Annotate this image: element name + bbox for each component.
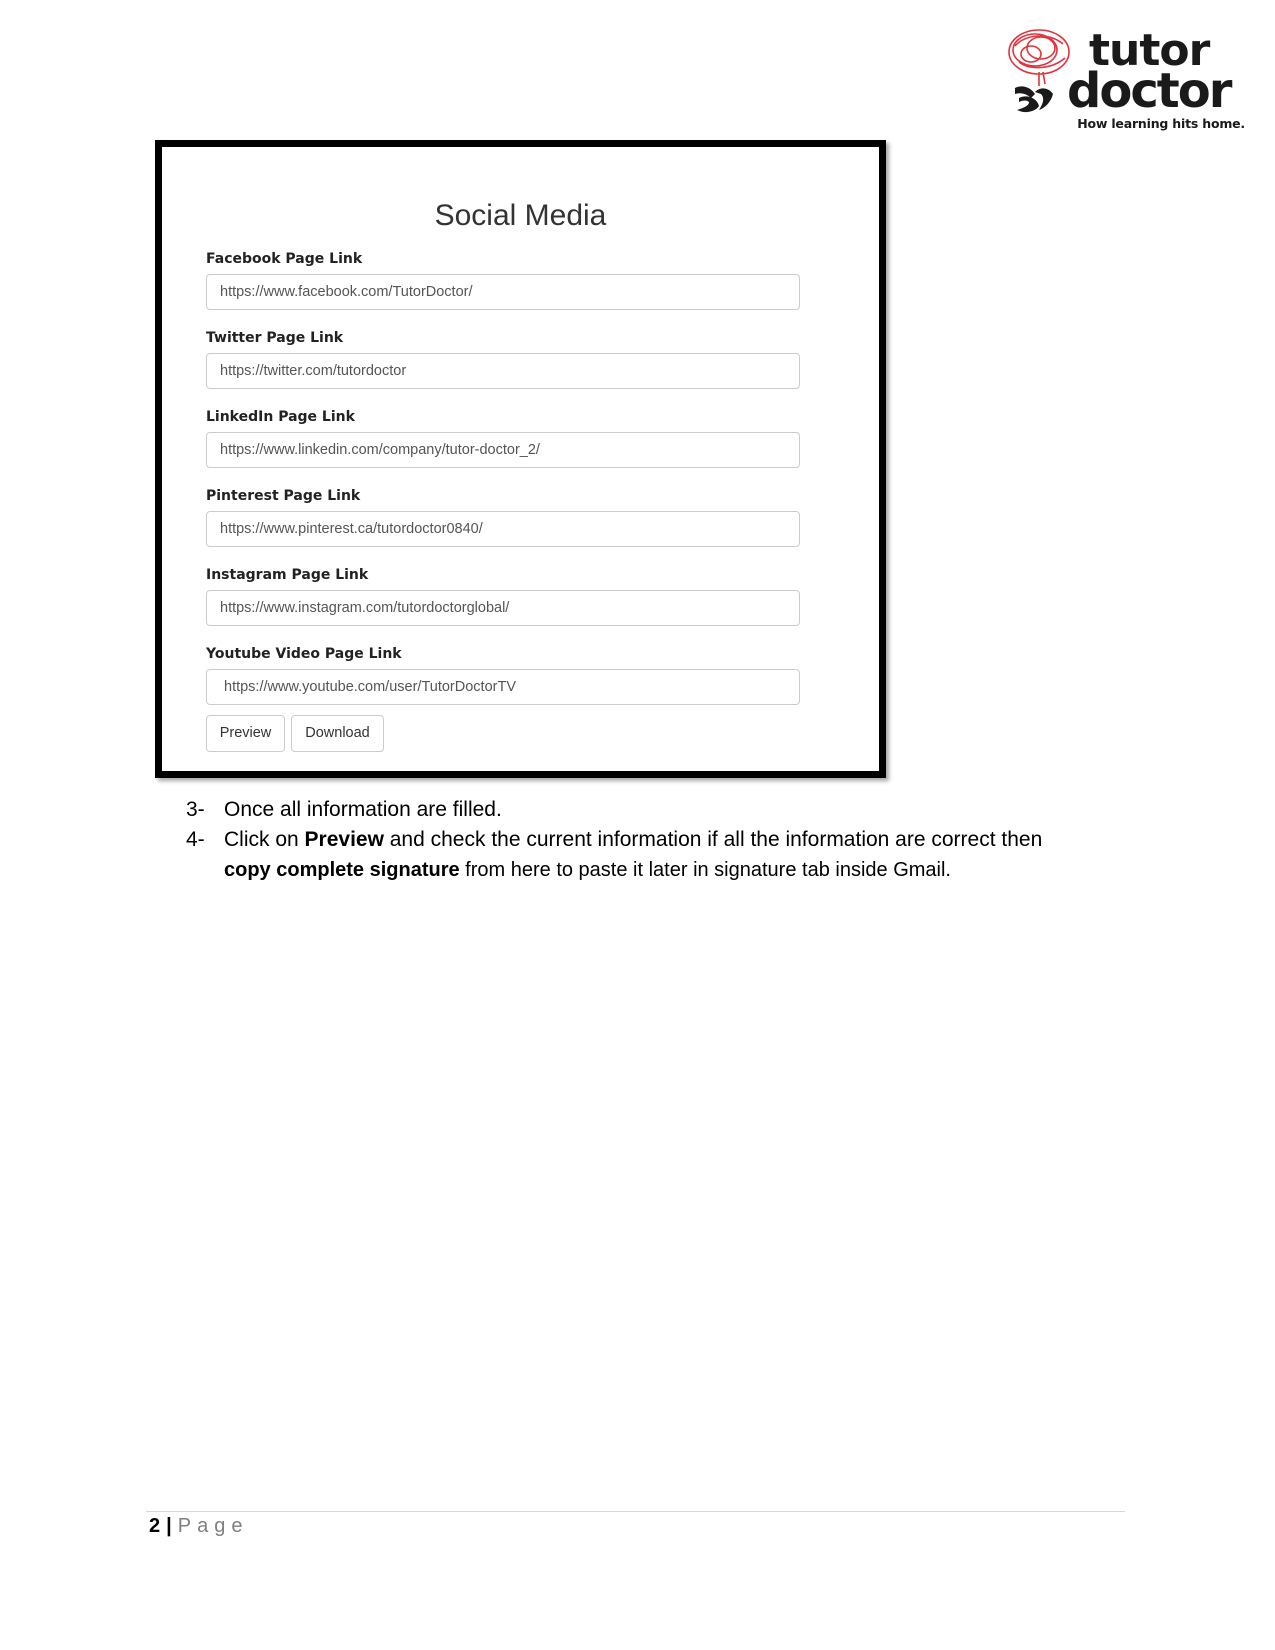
preview-button[interactable]: Preview — [206, 715, 285, 752]
pinterest-label: Pinterest Page Link — [206, 488, 361, 504]
step-bold-preview: Preview — [304, 828, 384, 851]
step-text-part3: from here to paste it later in signature tab inside Gmail. — [459, 859, 951, 881]
instagram-label: Instagram Page Link — [206, 567, 369, 583]
social-media-form-screenshot — [155, 140, 886, 778]
pinterest-input[interactable]: https://www.pinterest.ca/tutordoctor0840/ — [206, 511, 800, 547]
footer-divider — [146, 1511, 1125, 1512]
twitter-label: Twitter Page Link — [206, 330, 344, 346]
page-number: 2 — [149, 1515, 161, 1537]
tutor-doctor-logo — [1005, 24, 1245, 136]
logo-word-doctor: doctor — [1067, 63, 1231, 119]
facebook-label: Facebook Page Link — [206, 251, 363, 267]
logo-wordmark — [1067, 25, 1242, 119]
step-text-part2: and check the current information if all the information are correct then — [383, 828, 1043, 851]
logo-tagline: How learning hits home. — [1077, 116, 1245, 131]
youtube-input[interactable]: https://www.youtube.com/user/TutorDoctorTV — [206, 669, 800, 705]
twitter-input[interactable]: https://twitter.com/tutordoctor — [206, 353, 800, 389]
linkedin-label: LinkedIn Page Link — [206, 409, 355, 425]
step-text: Once all information are filled. — [224, 798, 502, 821]
page-label: Page — [177, 1515, 249, 1537]
download-button[interactable]: Download — [291, 715, 384, 752]
step-number: 4- — [186, 828, 205, 851]
page-footer — [149, 1515, 248, 1538]
step-bold-copy-signature: copy complete signature — [224, 859, 460, 881]
facebook-input[interactable]: https://www.facebook.com/TutorDoctor/ — [206, 274, 800, 310]
form-title: Social Media — [434, 199, 607, 232]
step-text-part1: Click on — [224, 828, 305, 851]
list-item — [186, 825, 1086, 885]
step-number: 3- — [186, 798, 205, 821]
instruction-list — [186, 795, 1086, 885]
linkedin-input[interactable]: https://www.linkedin.com/company/tutor-doctor_2/ — [206, 432, 800, 468]
footer-separator: | — [166, 1515, 172, 1537]
logo-word-tutor: tutor — [1089, 25, 1210, 76]
list-item — [186, 795, 1086, 825]
instagram-input[interactable]: https://www.instagram.com/tutordoctorglobal/ — [206, 590, 800, 626]
youtube-label: Youtube Video Page Link — [206, 646, 402, 662]
